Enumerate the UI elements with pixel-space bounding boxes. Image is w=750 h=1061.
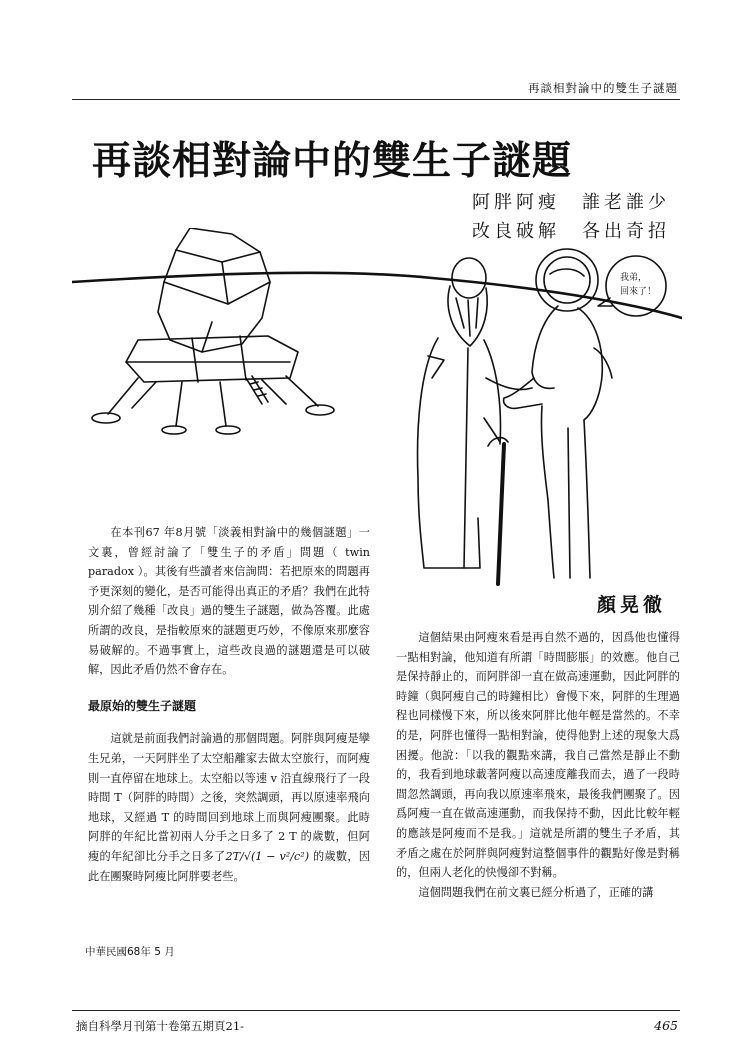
dilation-formula: 2T/√(1 − v²/c²)	[225, 849, 310, 863]
body-paragraph	[88, 729, 370, 886]
old-twin-drawing	[418, 258, 532, 584]
header-rule	[72, 99, 680, 100]
article-title: 再談相對論中的雙生子謎題	[92, 139, 573, 184]
body-text-end: 的歲數，因此在團聚時阿瘦比阿胖要老些。	[88, 849, 370, 883]
body-text: 這就是前面我們討論過的那個問題。阿胖與阿瘦是孿生兄弟，一天阿胖坐了太空船離家去做太空旅行，而阿瘦則一直停留在地球上。太空船以等速 v 沿直線飛行了一段時間 T（阿胖的時間）之後，突然調頭，再以原速率飛向地球，又經過 T 的時間回到地球上而與阿瘦團聚。此時阿胖的年紀比當初兩人分手之日多了 2 T 的歲數，但阿瘦的年紀卻比分手之日多了	[88, 732, 370, 863]
publication-date: 中華民國68年 5 月	[85, 946, 175, 958]
subtitle-line-1: 阿胖阿瘦 誰老誰少	[472, 192, 670, 213]
lunar-module-drawing	[92, 228, 334, 434]
speech-bubble-line-2: 回來了！	[620, 287, 657, 297]
right-paragraph-2: 這個問題我們在前文裏已經分析過了，正確的講	[418, 885, 654, 899]
intro-paragraph: 在本刊67 年8月號「淡義相對論中的幾個謎題」一文裏，曾經討論了「雙生子的矛盾」問題（ twin paradox ）。其後有些讀者來信詢問：若把原來的問題再予更深刻的變化，是否可能得出真正的矛盾？我們在此特別介紹了幾種「改良」過的雙生子謎題，做為答覆。此處所謂的改良，是指較原來的謎題更巧妙，不像原來那麼容易破解的。不過事實上，這些改良過的謎題還是可以破解，因此矛盾仍然不會存在。	[88, 526, 370, 677]
author-name: 顏晃徹	[597, 594, 667, 616]
subtitle-line-2: 改良破解 各出奇招	[472, 221, 670, 242]
source-citation: 摘自科學月刊第十卷第五期頁21-	[76, 1019, 245, 1033]
speech-bubble-line-1: 我弟，	[620, 273, 648, 283]
right-column	[396, 628, 680, 902]
page-number: 465	[654, 1018, 678, 1033]
right-paragraph-1: 這個結果由阿瘦來看是再自然不過的，因爲他也懂得一點相對論，他知道有所謂「時間膨脹」的效應。他自己是保持靜止的，而阿胖卻一直在做高速運動，因此阿胖的時鐘（與阿瘦自己的時鐘相比）會慢下來，阿胖的生理過程也同樣慢下來，所以後來阿胖比他年輕是當然的。不幸的是，阿胖也懂得一點相對論，使得他對上述的現象大爲困擾。他說：「以我的觀點來講，我自己當然是靜止不動的，我看到地球載著阿瘦以高速度離我而去，過了一段時間忽然調頭，再向我以原速率飛來，最後我們團聚了。因爲阿瘦一直在做高速運動，而我保持不動，因此比較年輕的應該是阿瘦而不是我。」這就是所謂的雙生子矛盾，其矛盾之處在於阿胖與阿瘦對這整個事件的觀點好像是對稱的，但兩人老化的快慢卻不對稱。	[396, 631, 680, 880]
running-head: 再談相對論中的雙生子謎題	[528, 81, 678, 95]
section-heading: 最原始的雙生子謎題	[88, 698, 197, 713]
left-column	[88, 523, 370, 886]
footer-rule	[72, 1010, 680, 1011]
